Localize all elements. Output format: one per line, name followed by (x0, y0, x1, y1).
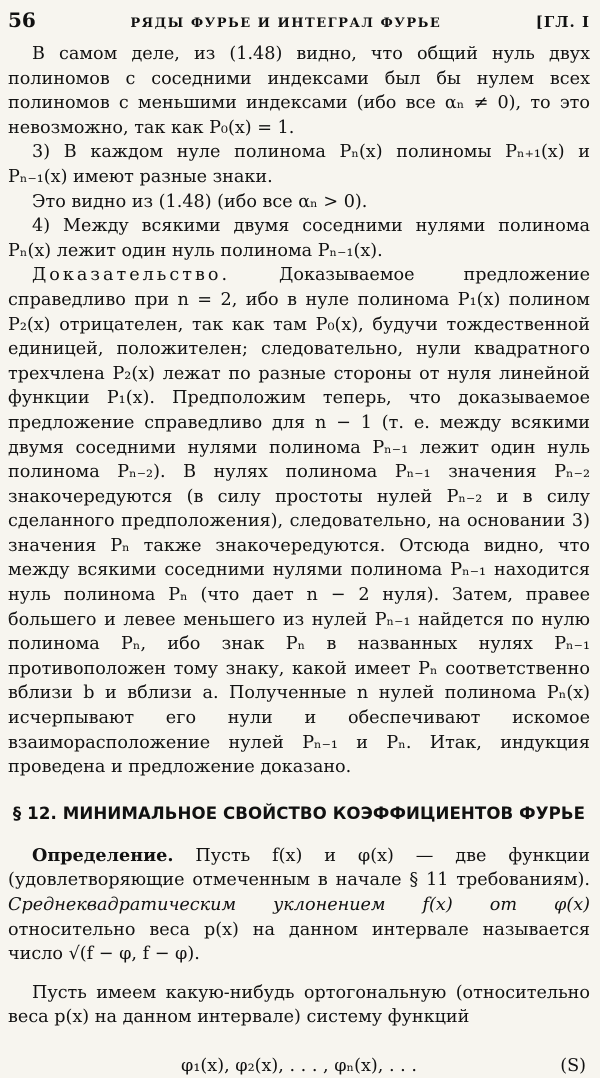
last-paragraph: Пусть имеем какую-нибудь ортогональную (относительно веса p(x) на данном интервале) систему функций (8, 982, 590, 1028)
page-body (8, 42, 590, 1078)
page-number: 56 (8, 8, 36, 32)
running-header (8, 8, 590, 32)
formula-expression: φ₁(x), φ₂(x), . . . , φₙ(x), . . . (181, 1055, 417, 1076)
definition-text-2: относительно веса p(x) на данном интервале называется число √(f − φ, f − φ). (8, 919, 590, 965)
definition-text-1: Пусть f(x) и φ(x) — две функции (удовлетворяющие отмеченным в начале § 11 требованиям). (8, 845, 590, 891)
definition-term: Среднеквадратическим уклонением f(x) от φ(x) (8, 895, 590, 915)
formula-label: (S) (560, 1055, 586, 1076)
definition-paragraph (8, 844, 590, 967)
proof-label: Доказательство. (32, 265, 231, 286)
property-3: 3) В каждом нуле полинома Pₙ(x) полиномы Pₙ₊₁(x) и Pₙ₋₁(x) имеют разные знаки. (8, 142, 590, 187)
formula-s (8, 1054, 590, 1078)
property-4: 4) Между всякими двумя соседними нулями полинома Pₙ(x) лежит один нуль полинома Pₙ₋₁(x). (8, 216, 590, 261)
proof-text: Доказываемое предложение справедливо при n = 2, ибо в нуле полинома P₁(x) полином P₂(x) отрицателен, так как там P₀(x), будучи тождественной единицей, положителен; следовательно, нули квадратного трехчлена P₂(x) лежат по разные стороны от нуля линейной функции P₁(x). Предположим теперь, что доказываемое предложение справедливо для n − 1 (т. е. между всякими двумя соседними нулями полинома Pₙ₋₁ лежит один нуль полинома Pₙ₋₂). В нулях полинома Pₙ₋₁ значения Pₙ₋₂ знакочередуются (в силу простоты нулей Pₙ₋₂ и в силу сделанного предположения), следовательно, на основании 3) значения Pₙ также знакочередуются. Отсюда видно, что между всякими соседними нулями полинома Pₙ₋₁ находится нуль полинома Pₙ (что дает n − 2 нуля). Затем, правее большего и левее меньшего из нулей Pₙ₋₁ найдется по нулю полинома Pₙ, ибо знак Pₙ в названных нулях Pₙ₋₁ противоположен тому знаку, какой имеет Pₙ соответственно вблизи b и вблизи a. Полученные n нулей полинома Pₙ(x) исчерпывают его нули и обеспечивают искомое взаиморасположение нулей Pₙ₋₁ и Pₙ. Итак, индукция проведена и предложение доказано. (8, 265, 590, 778)
paragraph-1: В самом деле, из (1.48) видно, что общий нуль двух полиномов с соседними индексами был бы нулем всех полиномов с меньшими индексами (ибо все αₙ ≠ 0), то это невозможно, так как P₀(x) = 1. (8, 44, 590, 138)
definition-label: Определение. (32, 844, 174, 866)
section-heading: § 12. МИНИМАЛЬНОЕ СВОЙСТВО КОЭФФИЦИЕНТОВ ФУРЬЕ (12, 803, 586, 823)
running-title: РЯДЫ ФУРЬЕ И ИНТЕГРАЛ ФУРЬЕ (130, 16, 442, 31)
chapter-label: [ГЛ. I (535, 13, 590, 31)
proof-paragraph (8, 263, 590, 779)
property-3-note: Это видно из (1.48) (ибо все αₙ > 0). (32, 191, 368, 212)
